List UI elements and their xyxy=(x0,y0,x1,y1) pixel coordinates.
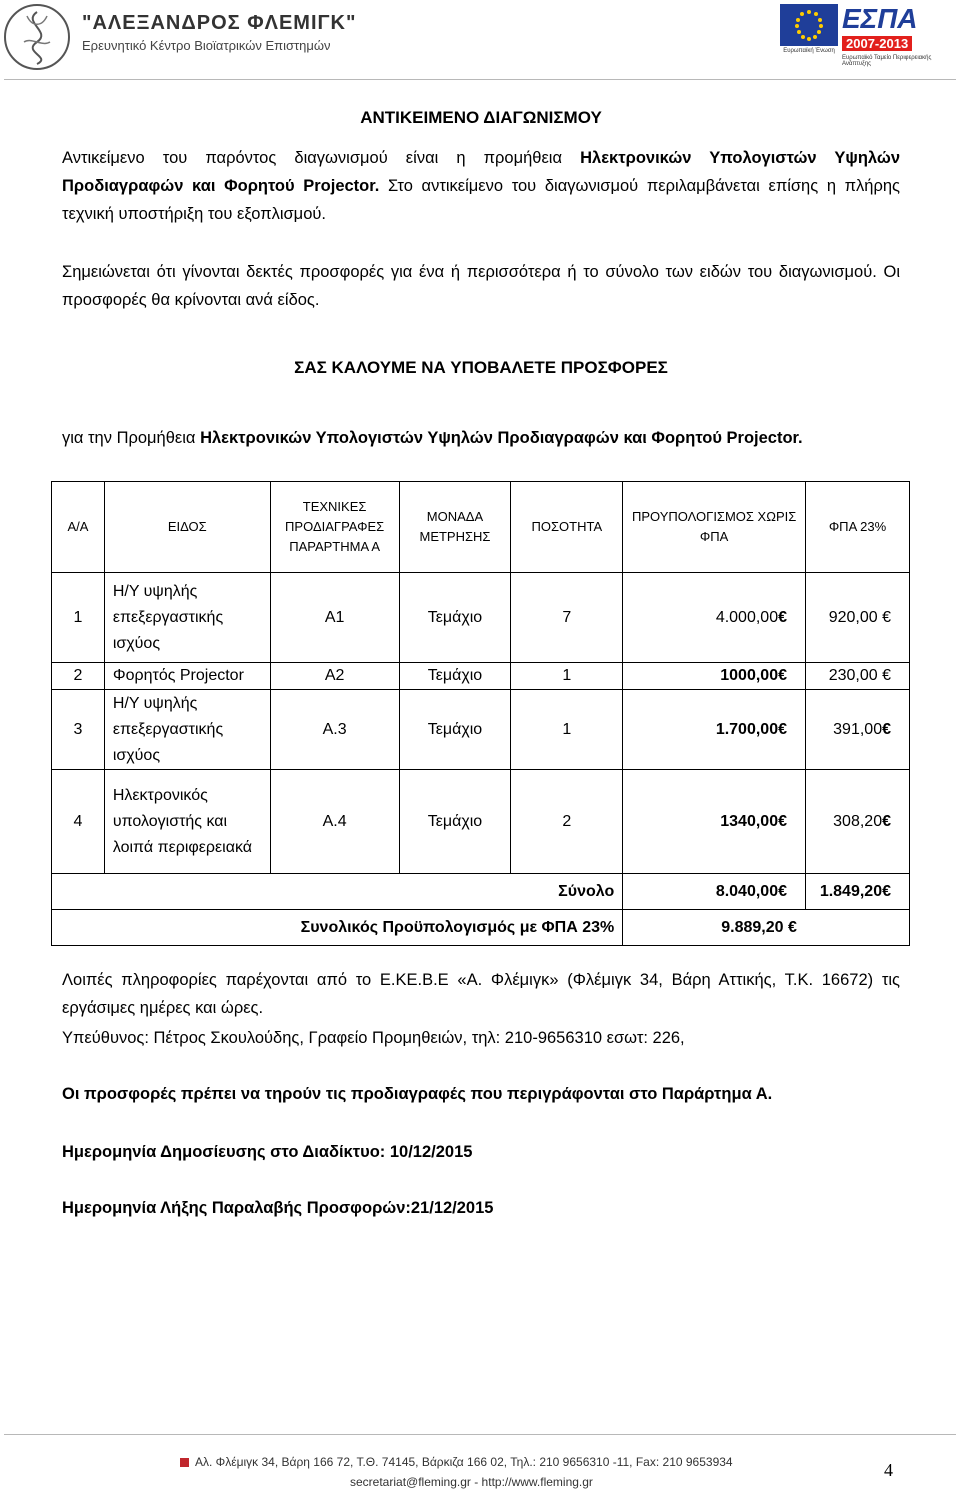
euro-icon: € xyxy=(882,812,891,830)
vat-value: 308,20 xyxy=(833,812,883,830)
paragraph-text: Στο αντικείμενο του διαγωνισμού περιλαμβάνεται επίσης η πλήρης τεχνική υποστήριξη του εξοπλισμού. xyxy=(62,177,900,223)
cell-spec: Α.3 xyxy=(270,690,399,770)
footer-address: Αλ. Φλέμιγκ 34, Βάρη 166 72, Τ.Θ. 74145, Βάρκιζα 166 02, Τηλ.: 210 9656310 -11, Fax: 210 9653934 xyxy=(195,1455,733,1469)
cell-unit: Τεμάχιο xyxy=(399,770,511,874)
table-row xyxy=(52,770,910,874)
vat-value: 391,00 xyxy=(833,720,883,738)
euro-icon: € xyxy=(778,882,787,900)
page-footer xyxy=(180,1452,733,1492)
total-label xyxy=(52,910,623,946)
euro-icon: € xyxy=(778,667,787,684)
page-header xyxy=(0,0,960,80)
deadline-date: Ημερομηνία Λήξης Παραλαβής Προσφορών:21/12/2015 xyxy=(62,1199,494,1217)
cell-budget xyxy=(623,690,806,770)
fleming-logo-icon xyxy=(2,2,72,72)
euro-icon: € xyxy=(882,882,891,900)
cell-item: Ηλεκτρονικός υπολογιστής και λοιπά περιφερειακά xyxy=(104,770,270,874)
cell-item: Φορητός Projector xyxy=(104,663,270,690)
org-name: "ΑΛΕΞΑΝΔΡΟΣ ΦΛΕΜΙΓΚ" xyxy=(82,12,357,34)
cell-qty: 1 xyxy=(511,663,623,690)
footer-divider xyxy=(4,1434,956,1435)
espa-title: ΕΣΠΑ xyxy=(842,3,918,34)
sum-label xyxy=(52,874,623,910)
paragraph-procurement xyxy=(62,424,900,452)
cell-item: Η/Υ υψηλής επεξεργαστικής ισχύος xyxy=(104,690,270,770)
cell-unit: Τεμάχιο xyxy=(399,690,511,770)
table-row xyxy=(52,690,910,770)
sum-budget-value: 8.040,00 xyxy=(715,882,779,900)
header-divider xyxy=(4,79,956,80)
column-header: ΠΡΟΥΠΟΛΟΓΙΣΜΟΣ ΧΩΡΙΣ ΦΠΑ xyxy=(623,482,806,573)
paragraph-bold-text: Ηλεκτρονικών Υπολογιστών Υψηλών Προδιαγραφών και Φορητού Projector. xyxy=(200,429,803,447)
total-label-text: Συνολικός Προϋπολογισμός με ΦΠΑ 23% xyxy=(300,918,615,936)
page-title: ΑΝΤΙΚΕΙΜΕΝΟ ΔΙΑΓΩΝΙΣΜΟΥ xyxy=(360,108,602,127)
budget-value: 1.700,00 xyxy=(715,720,779,738)
sum-vat xyxy=(806,874,910,910)
total-row xyxy=(52,910,910,946)
table-row xyxy=(52,573,910,663)
cell-item: Η/Υ υψηλής επεξεργαστικής ισχύος xyxy=(104,573,270,663)
euro-icon: € xyxy=(787,918,797,936)
euro-icon: € xyxy=(882,720,891,738)
cell-spec: Α1 xyxy=(270,573,399,663)
euro-icon: € xyxy=(778,608,787,626)
column-header: ΠΟΣΟΤΗΤΑ xyxy=(511,482,623,573)
budget-table xyxy=(51,481,910,946)
footer-web-line: secretariat@fleming.gr - http://www.fleming.gr xyxy=(350,1475,593,1489)
espa-logo xyxy=(842,4,950,70)
paragraph-object xyxy=(62,144,900,228)
vat-value: 920,00 xyxy=(828,608,878,626)
section-subtitle: ΣΑΣ ΚΑΛΟΥΜΕ ΝΑ ΥΠΟΒΑΛΕΤΕ ΠΡΟΣΦΟΡΕΣ xyxy=(294,358,668,377)
budget-value: 4.000,00 xyxy=(715,608,779,626)
cell-vat xyxy=(806,770,910,874)
cell-spec: Α2 xyxy=(270,663,399,690)
budget-value: 1000,00 xyxy=(720,667,779,684)
cell-vat xyxy=(806,573,910,663)
info-paragraph: Λοιπές πληροφορίες παρέχονται από το Ε.ΚΕ.Β.Ε «Α. Φλέμιγκ» (Φλέμιγκ 34, Βάρη Αττικής, Τ.Κ. 16672) τις εργάσιμες ημέρες και ώρες. xyxy=(62,971,900,1017)
cell-unit: Τεμάχιο xyxy=(399,573,511,663)
paragraph-text: Αντικείμενο του παρόντος διαγωνισμού είναι η προμήθεια xyxy=(62,149,581,167)
cell-budget xyxy=(623,663,806,690)
contact-paragraph: Υπεύθυνος: Πέτρος Σκουλούδης, Γραφείο Προμηθειών, τηλ: 210-9656310 εσωτ: 226, xyxy=(62,1029,685,1047)
page-number: 4 xyxy=(884,1460,893,1480)
table-row xyxy=(52,663,910,690)
espa-years: 2007-2013 xyxy=(842,36,912,51)
cell-qty: 7 xyxy=(511,573,623,663)
org-subtitle: Ερευνητικό Κέντρο Βιοϊατρικών Επιστημών xyxy=(82,38,331,53)
sum-label-text: Σύνολο xyxy=(558,882,615,900)
vat-value: 230,00 xyxy=(828,667,878,684)
column-header: ΕΙΔΟΣ xyxy=(104,482,270,573)
total-value xyxy=(623,910,910,946)
column-header: ΤΕΧΝΙΚΕΣ ΠΡΟΔΙΑΓΡΑΦΕΣ ΠΑΡΑΡΤΗΜΑ Α xyxy=(270,482,399,573)
bullet-square-icon xyxy=(180,1458,189,1467)
total-value-text: 9.889,20 xyxy=(721,918,784,936)
cell-aa: 1 xyxy=(52,573,105,663)
eu-label: Ευρωπαϊκή Ένωση xyxy=(783,48,835,54)
cell-qty: 2 xyxy=(511,770,623,874)
cell-aa: 4 xyxy=(52,770,105,874)
budget-value: 1340,00 xyxy=(720,812,779,830)
cell-vat xyxy=(806,663,910,690)
column-header: ΦΠΑ 23% xyxy=(806,482,910,573)
euro-icon: € xyxy=(778,812,787,830)
eu-flag-icon xyxy=(780,4,838,46)
paragraph-note: Σημειώνεται ότι γίνονται δεκτές προσφορές για ένα ή περισσότερα ή το σύνολο των ειδών του διαγωνισμού. Οι προσφορές θα κρίνονται ανά είδος. xyxy=(62,263,900,309)
sum-row xyxy=(52,874,910,910)
publication-date: Ημερομηνία Δημοσίευσης στο Διαδίκτυο: 10/12/2015 xyxy=(62,1143,473,1161)
cell-aa: 2 xyxy=(52,663,105,690)
sum-vat-value: 1.849,20 xyxy=(819,882,883,900)
eu-logo xyxy=(780,4,838,70)
paragraph-bold-text: Ηλεκτρονικών Υπολογιστών Υψηλών Προδιαγραφών και Φορητού Projector. xyxy=(62,149,901,195)
cell-budget xyxy=(623,770,806,874)
eu-fund-label: Ευρωπαϊκό Ταμείο Περιφερειακής Ανάπτυξης xyxy=(842,55,932,67)
cell-qty: 1 xyxy=(511,690,623,770)
cell-budget xyxy=(623,573,806,663)
footer-address-line xyxy=(180,1452,733,1472)
cell-spec: Α.4 xyxy=(270,770,399,874)
cell-unit: Τεμάχιο xyxy=(399,663,511,690)
cell-vat xyxy=(806,690,910,770)
column-header: ΜΟΝΑΔΑ ΜΕΤΡΗΣΗΣ xyxy=(399,482,511,573)
table-header-row xyxy=(52,482,910,573)
euro-icon: € xyxy=(882,667,891,684)
cell-aa: 3 xyxy=(52,690,105,770)
paragraph-text: για την Προμήθεια xyxy=(62,429,201,447)
euro-icon: € xyxy=(778,720,787,738)
euro-icon: € xyxy=(882,608,891,626)
sum-budget xyxy=(623,874,806,910)
spec-note: Οι προσφορές πρέπει να τηρούν τις προδιαγραφές που περιγράφονται στο Παράρτημα Α. xyxy=(62,1085,773,1103)
column-header: Α/Α xyxy=(52,482,105,573)
